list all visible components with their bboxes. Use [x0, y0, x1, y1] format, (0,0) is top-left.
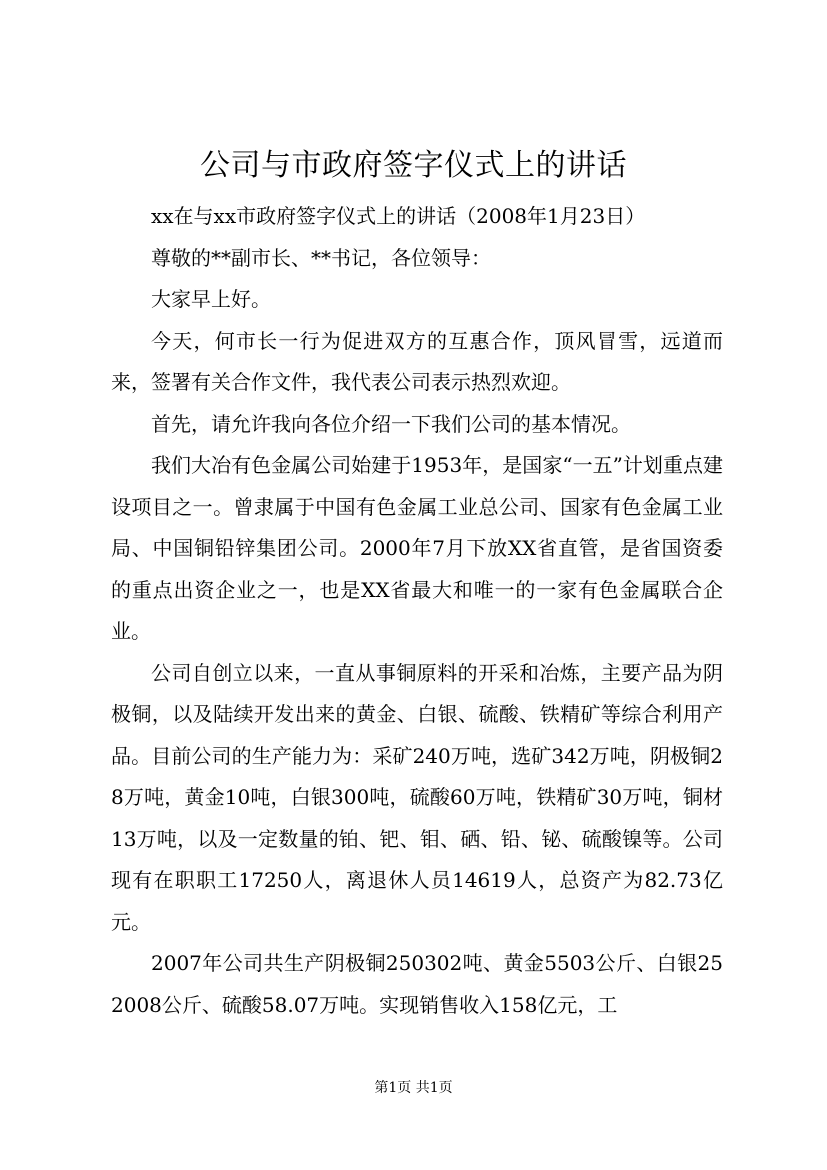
paragraph-annual-output: 2007年公司共生产阴极铜250302吨、黄金5503公斤、白银252008公斤、硫酸58.07万吨。实现销售收入158亿元，工 [111, 951, 723, 1017]
document-title: 公司与市政府签字仪式上的讲话 [200, 148, 627, 183]
paragraph-production-capacity: 公司自创立以来，一直从事铜原料的开采和冶炼，主要产品为阴极铜，以及陆续开发出来的黄金、白银、硫酸、铁精矿等综合利用产品。目前公司的生产能力为：采矿240万吨，选矿342万吨，阴极铜28万吨，黄金10吨，白银300吨，硫酸60万吨，铁精矿30万吨，铜材13万吨，以及一定数量的铂、钯、钼、硒、铅、铋、硫酸镍等。公司现有在职职工17250人，离退休人员14619人，总资产为82.73亿元。 [111, 660, 723, 934]
document-body [111, 196, 723, 1026]
paragraph-greeting: 大家早上好。 [151, 287, 271, 311]
paragraph-heading-line: xx在与xx市政府签字仪式上的讲话（2008年1月23日） [151, 204, 646, 228]
paragraph-salutation: 尊敬的**副市长、**书记，各位领导： [151, 245, 491, 270]
page-footer: 第1页 共1页 [374, 1080, 453, 1096]
paragraph-introduction: 首先，请允许我向各位介绍一下我们公司的基本情况。 [151, 411, 631, 436]
paragraph-welcome: 今天，何市长一行为促进双方的互惠合作，顶风冒雪，远道而来，签署有关合作文件，我代表公司表示热烈欢迎。 [111, 328, 723, 394]
paragraph-company-history: 我们大冶有色金属公司始建于1953年，是国家“一五”计划重点建设项目之一。曾隶属于中国有色金属工业总公司、国家有色金属工业局、中国铜铅锌集团公司。2000年7月下放XX省直管，是省国资委的重点出资企业之一，也是XX省最大和唯一的一家有色金属联合企业。 [111, 453, 723, 643]
